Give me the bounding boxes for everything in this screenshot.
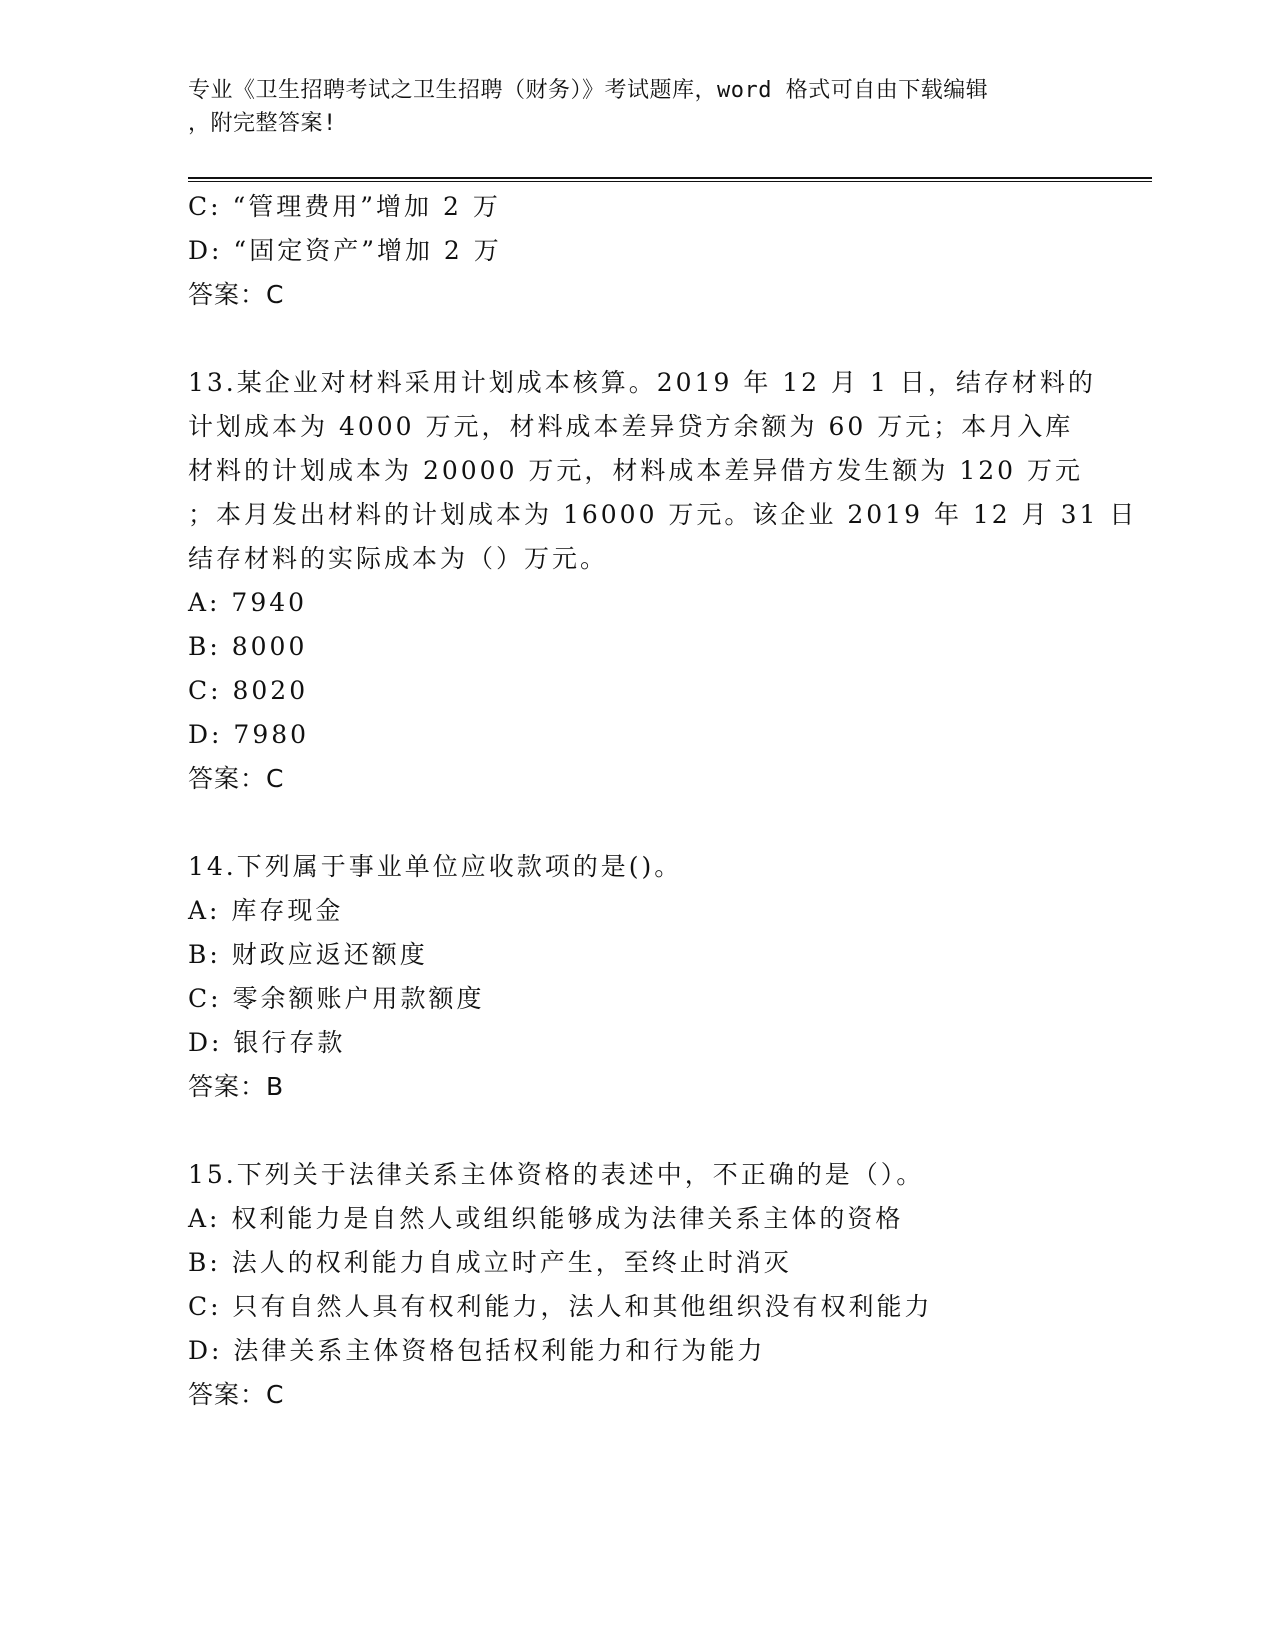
q13-option-b: B: 8000	[188, 632, 308, 661]
q15-option-d: D: 法律关系主体资格包括权利能力和行为能力	[188, 1336, 766, 1365]
q12-option-d: D: “固定资产”增加 2 万	[188, 236, 502, 265]
q12-answer: 答案：C	[188, 280, 285, 309]
q14-option-b: B: 财政应返还额度	[188, 940, 428, 969]
header-line-2: ，附完整答案!	[188, 111, 337, 136]
q15-answer: 答案：C	[188, 1380, 285, 1409]
q14-stem: 14.下列属于事业单位应收款项的是()。	[188, 852, 683, 881]
q15-option-a: A: 权利能力是自然人或组织能够成为法律关系主体的资格	[188, 1204, 904, 1233]
q14-option-a: A: 库存现金	[188, 896, 344, 925]
q14-option-d: D: 银行存款	[188, 1028, 346, 1057]
q14-option-c: C: 零余额账户用款额度	[188, 984, 485, 1013]
q15-option-b: B: 法人的权利能力自成立时产生，至终止时消灭	[188, 1248, 792, 1277]
q13-option-a: A: 7940	[188, 588, 308, 617]
document-header	[188, 74, 1068, 140]
q13-stem-line-4: ；本月发出材料的计划成本为 16000 万元。该企业 2019 年 12 月 31 日	[188, 500, 1138, 529]
header-divider	[188, 177, 1152, 182]
q13-option-d: D: 7980	[188, 720, 310, 749]
q12-option-c: C: “管理费用”增加 2 万	[188, 192, 501, 221]
q13-stem-line-5: 结存材料的实际成本为（）万元。	[188, 544, 609, 573]
q13-stem-line-2: 计划成本为 4000 万元，材料成本差异贷方余额为 60 万元；本月入库	[188, 412, 1074, 441]
header-line-1: 专业《卫生招聘考试之卫生招聘（财务）》考试题库，word 格式可自由下载编辑	[188, 78, 989, 103]
q15-option-c: C: 只有自然人具有权利能力，法人和其他组织没有权利能力	[188, 1292, 933, 1321]
q14-answer: 答案：B	[188, 1072, 285, 1101]
q15-stem: 15.下列关于法律关系主体资格的表述中，不正确的是（）。	[188, 1160, 925, 1189]
q13-stem-line-3: 材料的计划成本为 20000 万元，材料成本差异借方发生额为 120 万元	[188, 456, 1084, 485]
q13-stem-line-1: 13.某企业对材料采用计划成本核算。2019 年 12 月 1 日，结存材料的	[188, 368, 1096, 397]
q13-answer: 答案：C	[188, 764, 285, 793]
q13-option-c: C: 8020	[188, 676, 309, 705]
